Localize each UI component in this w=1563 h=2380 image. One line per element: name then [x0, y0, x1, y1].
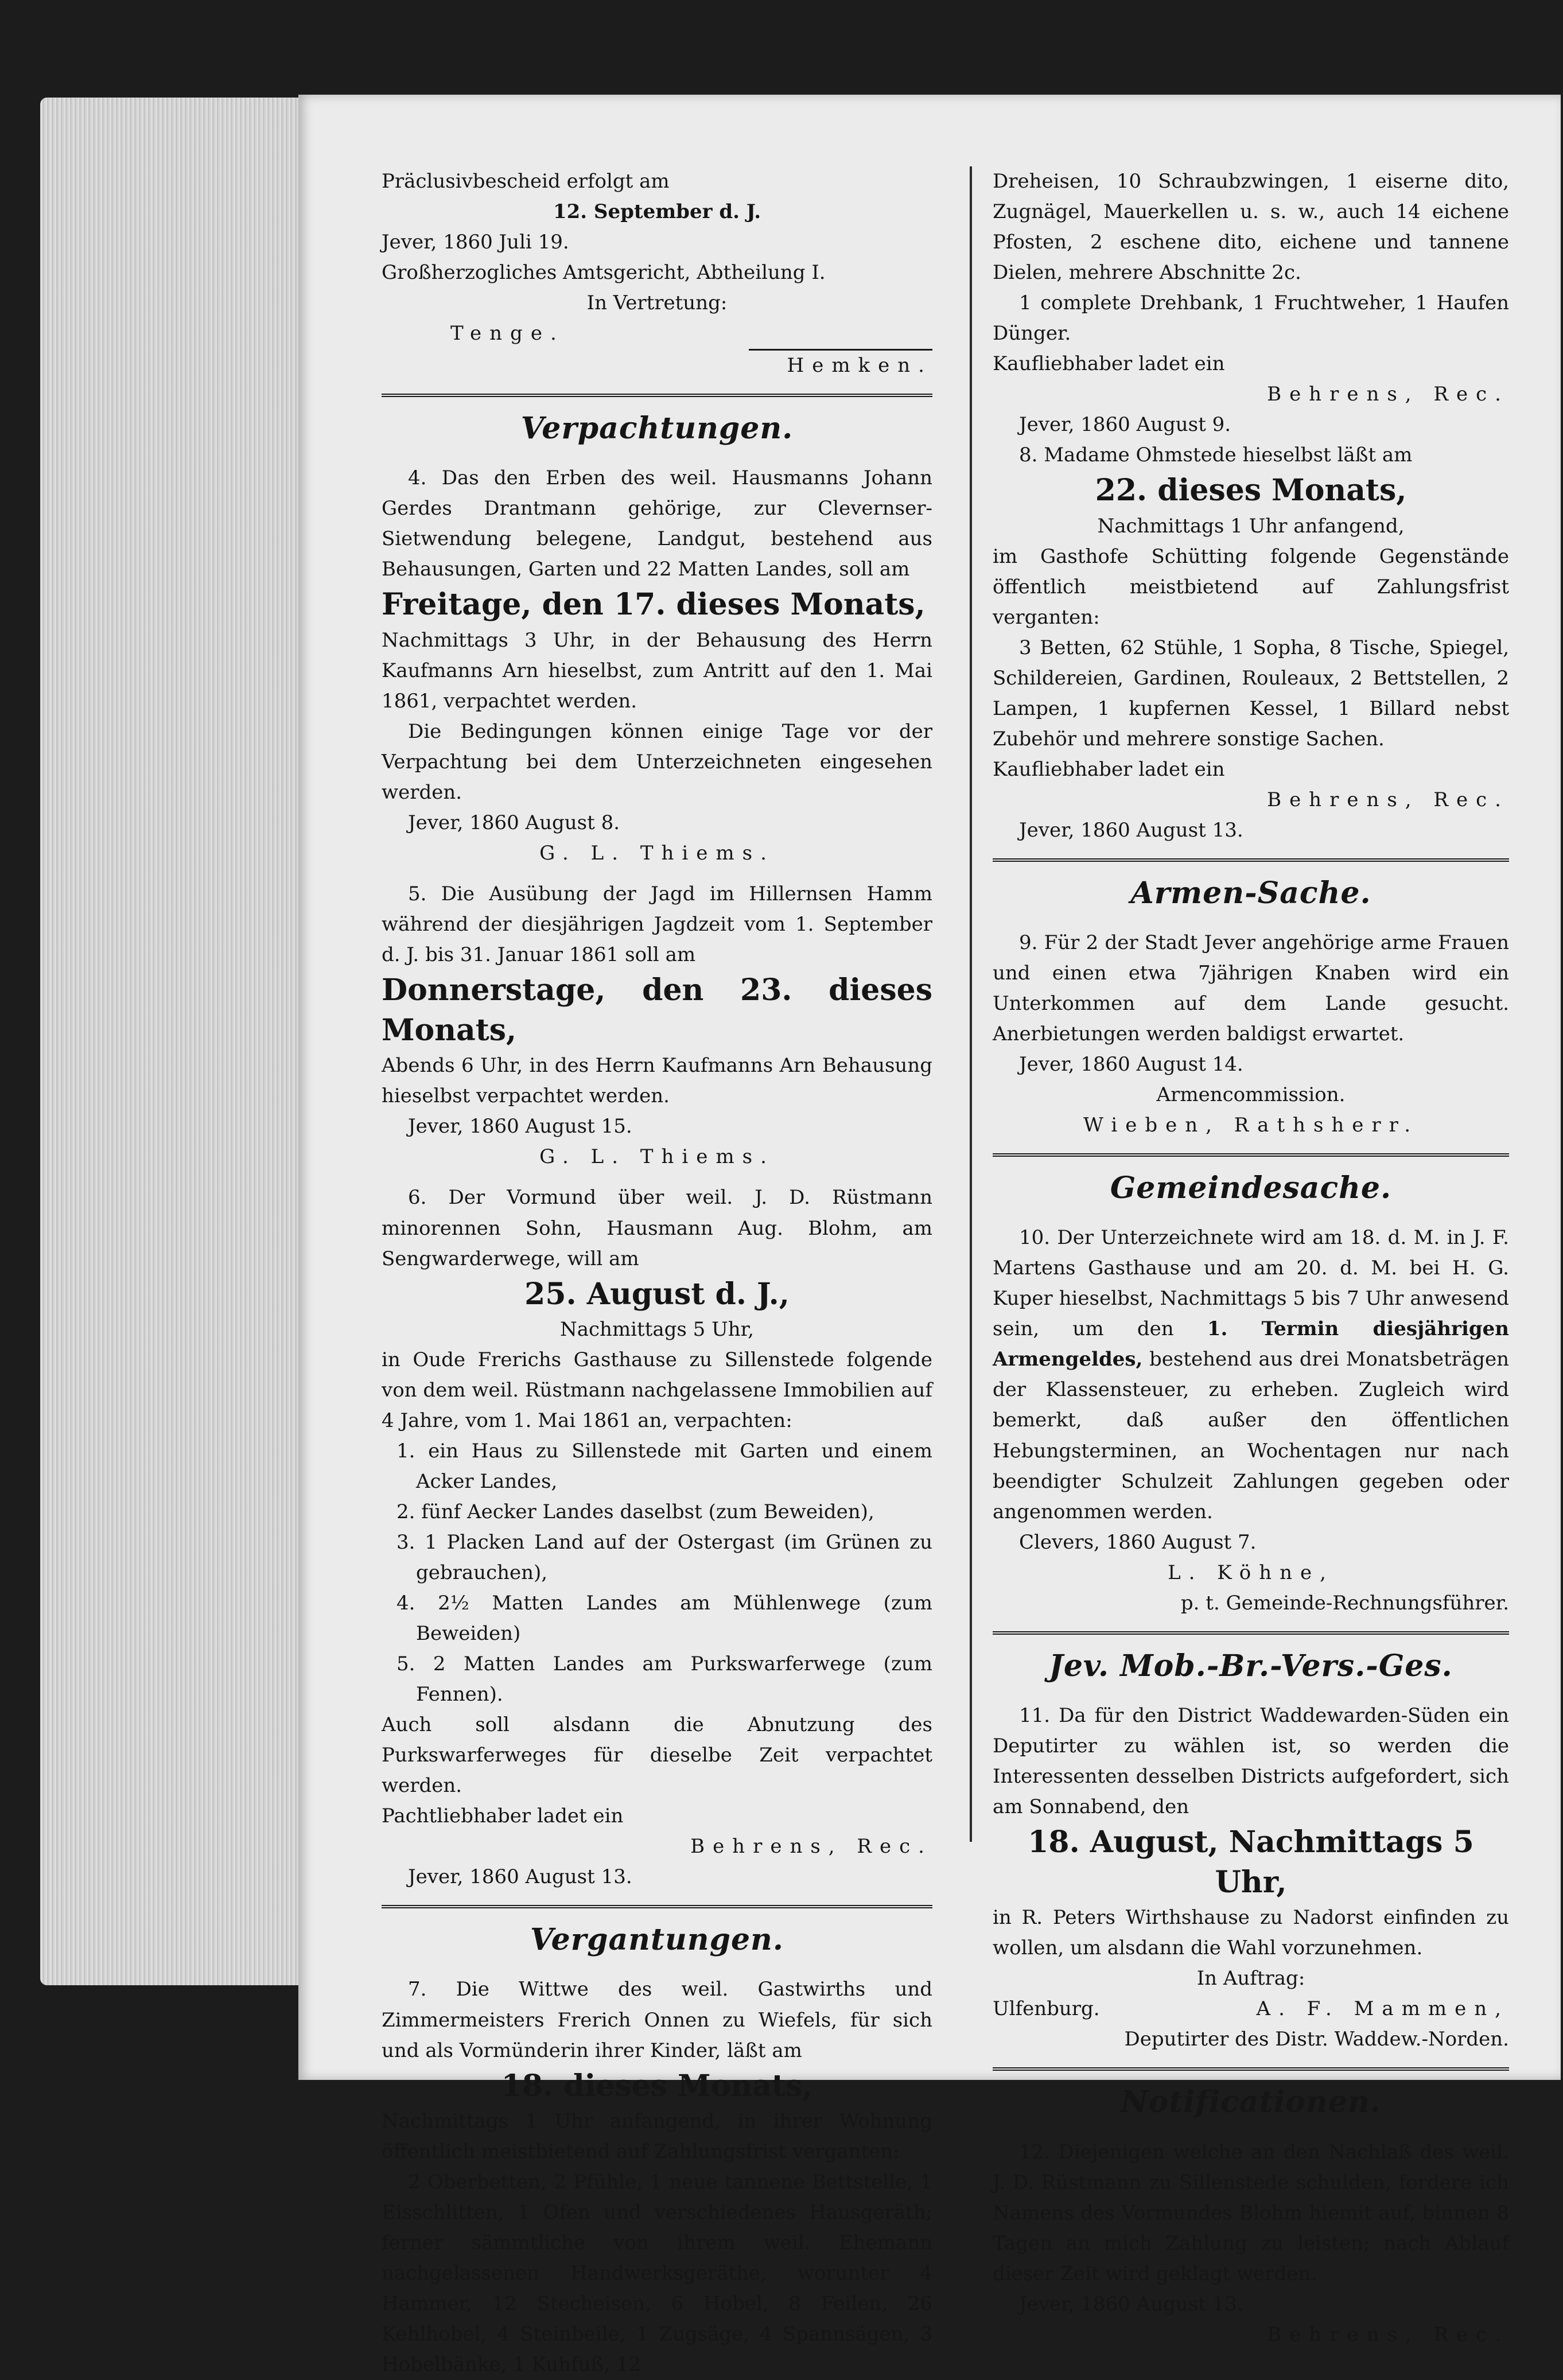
notice-9-place: Jever, 1860 August 14. [1019, 1053, 1243, 1076]
intro-place: Jever, 1860 Juli 19. [382, 231, 569, 254]
notice-11-signature: A. F. Mammen, [1256, 1997, 1509, 2021]
notice-8-date: 22. dieses Monats, [1095, 473, 1407, 508]
notice-6-item: 3. 1 Placken Land auf der Ostergast (im Grünen zu gebrauchen), [396, 1530, 932, 1585]
notice-5-body: 5. Die Ausübung der Jagd im Hillernsen Hamm während der diesjährigen Jagdzeit vom 1. September d. J. bis 31. Januar 1861 soll am [382, 882, 932, 966]
section-title-armen: Armen-Sache. [1130, 875, 1371, 911]
notice-6-date: 25. August d. J., [524, 1276, 790, 1312]
notice-10-body-b: bestehend aus drei Monatsbeträgen der Klassensteuer, zu erheben. Zugleich wird bemerkt, daß außer den öffentlichen Hebungsterminen, an Wochentagen nur nach beendigter Schulzeit Zahlungen gegeben oder angenommen werden. [993, 1348, 1509, 1523]
notice-11-auftrag: In Auftrag: [1196, 1967, 1305, 1990]
column-divider [970, 166, 972, 1842]
notice-11-date: 18. August, Nachmittags 5 Uhr, [1028, 1824, 1474, 1900]
section-rule [993, 1631, 1509, 1635]
notice-4-conditions: Die Bedingungen können einige Tage vor der Verpachtung bei dem Unterzeichneten eingesehen werden. [382, 720, 932, 804]
notice-10-body [993, 1223, 1509, 1527]
notice-9-body: 9. Für 2 der Stadt Jever angehörige arme Frauen und einen etwa 7jährigen Knaben wird ein Unterkommen auf dem Lande gesucht. Anerbietungen werden baldigst erwartet. [993, 931, 1509, 1046]
notice-11-body: 11. Da für den District Waddewarden-Süden ein Deputirter zu wählen ist, so werden die Interessenten desselben Districts aufgefordert, sich am Sonnabend, den [993, 1704, 1509, 1818]
notice-11-body2: in R. Peters Wirthshause zu Nadorst einfinden zu wollen, um alsdann die Wahl vorzunehmen. [993, 1906, 1509, 1960]
notice-12-signature: Behrens, Rec. [1267, 2323, 1509, 2346]
notice-6-item: 5. 2 Matten Landes am Purkswarferwege (zum Fennen). [396, 1652, 932, 1706]
notice-10-signature: L. Köhne, [1168, 1561, 1334, 1584]
intro-signature-2: Hemken. [787, 354, 932, 378]
continued-body2: 1 complete Drehbank, 1 Fruchtweher, 1 Haufen Dünger. [993, 291, 1509, 345]
notice-10-role: p. t. Gemeinde-Rechnungsführer. [1180, 1591, 1509, 1615]
notice-12-body: 12. Diejenigen welche an den Nachlaß des weil. J. D. Rüstmann zu Sillenstede schulden, fordere ich Namens des Vormundes Blohm hiemit auf, binnen 8 Tagen an mich Zahlung zu leisten; nach Ablauf dieser Zeit wird geklagt werden. [993, 2140, 1509, 2285]
notice-5-date: Donnerstage, den 23. dieses Monats, [382, 972, 932, 1048]
intro-court: Großherzogliches Amtsgericht, Abtheilung I. [382, 261, 826, 285]
section-rule [993, 1153, 1509, 1157]
section-title-verpachtungen: Verpachtungen. [520, 411, 794, 446]
notice-4-date: Freitage, den 17. dieses Monats, [382, 587, 926, 623]
notice-9-org: Armencommission. [1156, 1083, 1346, 1107]
notice-6-body: 6. Der Vormund über weil. J. D. Rüstmann minorennen Sohn, Hausmann Aug. Blohm, am Sengwarderwege, will am [382, 1186, 932, 1270]
section-title-notif: Notificationen. [1121, 2085, 1381, 2120]
continued-place: Jever, 1860 August 9. [1019, 413, 1231, 437]
notice-11-signature-row [993, 1994, 1509, 2024]
notice-6-signature: Behrens, Rec. [690, 1835, 932, 1858]
section-title-gemeinde: Gemeindesache. [1110, 1170, 1392, 1206]
section-title-vergantungen: Vergantungen. [530, 1922, 784, 1958]
notice-4-body2: Nachmittags 3 Uhr, in der Behausung des Herrn Kaufmanns Arn hieselbst, zum Antritt auf den 1. Mai 1861, verpachtet werden. [382, 628, 932, 713]
notice-8-time: Nachmittags 1 Uhr anfangend, [1097, 514, 1405, 538]
continued-body: Dreheisen, 10 Schraubzwingen, 1 eiserne dito, Zugnägel, Mauerkellen u. s. w., auch 14 eichene Pfosten, 2 eschene dito, eichene und tannene Dielen, mehrere Abschnitte 2c. [993, 170, 1509, 285]
section-rule [993, 858, 1509, 862]
notice-6-item: 2. fünf Aecker Landes daselbst (zum Beweiden), [396, 1500, 874, 1523]
notice-8-body2: im Gasthofe Schütting folgende Gegenstände öffentlich meistbietend auf Zahlungsfrist verganten: [993, 545, 1509, 629]
notice-11-place: Ulfenburg. [993, 1997, 1100, 2021]
intro-representation: In Vertretung: [586, 291, 728, 315]
notice-8-place: Jever, 1860 August 13. [1019, 818, 1243, 842]
notice-12-place: Jever, 1860 August 13. [1019, 2292, 1243, 2316]
section-title-jev: Jev. Mob.-Br.-Vers.-Ges. [1049, 1648, 1453, 1683]
notice-8-body: 8. Madame Ohmstede hieselbst läßt am [1019, 444, 1413, 467]
notice-5-place: Jever, 1860 August 15. [408, 1115, 632, 1138]
notice-7-date: 18. dieses Monats, [501, 2068, 813, 2103]
notice-8-body3: 3 Betten, 62 Stühle, 1 Sopha, 8 Tische, Spiegel, Schildereien, Gardinen, Rouleaux, 2 Bettstellen, 2 Lampen, 1 kupfernen Kessel, 1 Billard nebst Zubehör und mehrere sonstige Sachen. [993, 636, 1509, 750]
section-rule [993, 2067, 1509, 2071]
continued-invite: Kaufliebhaber ladet ein [993, 352, 1225, 376]
left-column [382, 166, 932, 2380]
intro-signature-1: Tenge. [450, 322, 565, 345]
notice-10-body-a: 10. Der Unterzeichnete wird am 18. d. M. in J. F. Martens Gasthause und am 20. d. M. bei H. G. Kuper hieselbst, Nachmittags 5 bis 7 Uhr anwesend sein, um den [993, 1226, 1509, 1341]
notice-4-body: 4. Das den Erben des weil. Hausmanns Johann Gerdes Drantmann gehörige, zur Clevernser-Sietwendung belegene, Landgut, bestehend aus Behausungen, Garten und 22 Matten Landes, soll am [382, 466, 932, 581]
notice-7-body3: 2 Oberbetten, 2 Pfühle, 1 neue tannene Bettstelle, 1 Eisschlitten, 1 Ofen und verschiedenes Hausgeräth; ferner sämmtliche von ihrem weil. Ehemann nachgelassenen Handwerksgeräthe, worunter 4 Hammer, 12 Stecheisen, 6 Hobel, 8 Feilen, 26 Kehlhobel, 4 Steinbeile, 1 Zugsäge, 4 Spannsägen, 3 Hobelbänke, 1 Kuhfuß, 12 [382, 2170, 932, 2376]
right-column [993, 166, 1509, 2350]
notice-5-signature: G. L. Thiems. [539, 1145, 775, 1169]
notice-6-also: Auch soll alsdann die Abnutzung des Purkswarferweges für dieselbe Zeit verpachtet werden. [382, 1713, 932, 1798]
section-rule [382, 1905, 932, 1908]
notice-9-signature: Wieben, Rathsherr. [1083, 1114, 1418, 1137]
notice-6-time: Nachmittags 5 Uhr, [559, 1317, 754, 1341]
notice-4-signature: G. L. Thiems. [539, 841, 775, 865]
notice-8-signature: Behrens, Rec. [1267, 788, 1509, 811]
intro-date: 12. September d. J. [553, 200, 761, 224]
notice-5-body2: Abends 6 Uhr, in des Herrn Kaufmanns Arn Behausung hieselbst verpachtet werden. [382, 1054, 932, 1108]
notice-4-place: Jever, 1860 August 8. [408, 811, 620, 834]
notice-6-item: 4. 2½ Matten Landes am Mühlenwege (zum Beweiden) [396, 1592, 932, 1646]
notice-6-place: Jever, 1860 August 13. [408, 1865, 632, 1889]
continued-signature: Behrens, Rec. [1267, 383, 1509, 406]
section-rule [382, 394, 932, 397]
notice-10-term: 1. Termin diesjährigen Armengeldes, [993, 1317, 1510, 1371]
notice-11-role: Deputirter des Distr. Waddew.-Norden. [1124, 2028, 1509, 2051]
notice-6-item: 1. ein Haus zu Sillenstede mit Garten und einem Acker Landes, [396, 1439, 932, 1493]
notice-6-invite: Pachtliebhaber ladet ein [382, 1805, 624, 1828]
notice-8-invite: Kaufliebhaber ladet ein [993, 757, 1225, 781]
notice-7-body2: Nachmittags 1 Uhr anfangend, in ihrer Wohnung öffentlich meistbietend auf Zahlungsfrist verganten: [382, 2109, 932, 2163]
intro-line: Präclusivbescheid erfolgt am [382, 170, 670, 193]
book-page-edges [40, 98, 301, 1985]
notice-6-body2: in Oude Frerichs Gasthause zu Sillenstede folgende von dem weil. Rüstmann nachgelassene Immobilien auf 4 Jahre, vom 1. Mai 1861 an, verpachten: [382, 1348, 932, 1432]
notice-7-body: 7. Die Wittwe des weil. Gastwirths und Zimmermeisters Frerich Onnen zu Wiefels, für sich und als Vormünderin ihrer Kinder, läßt am [382, 1978, 932, 2062]
notice-10-place: Clevers, 1860 August 7. [1019, 1530, 1257, 1554]
